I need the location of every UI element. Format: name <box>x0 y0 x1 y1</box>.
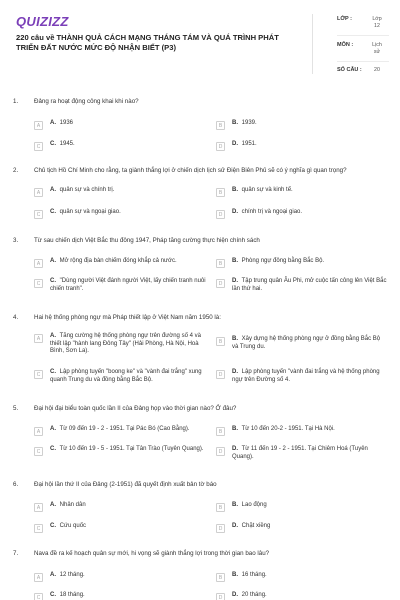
option-letter-box: D <box>216 210 225 219</box>
option-letter-box: A <box>34 427 43 436</box>
class-label: LỚP : <box>337 16 352 22</box>
option-letter-box: B <box>216 188 225 197</box>
option-key: A. <box>50 502 56 508</box>
option-text: "Dùng người Việt đánh người Việt, lấy chiến tranh nuôi chiến tranh". <box>50 278 206 292</box>
option-key: D. <box>232 209 238 215</box>
question-text: Đại hội lần thứ II của Đảng (2-1951) đã quyết định xuất bản tờ báo <box>34 481 217 488</box>
option-d[interactable] <box>216 141 376 151</box>
option-text: 16 tháng. <box>241 572 267 578</box>
option-key: C. <box>50 446 56 452</box>
option-letter-box: A <box>34 121 43 130</box>
option-a[interactable] <box>34 120 194 130</box>
meta-divider <box>337 35 389 36</box>
quizizz-logo: QUIZIZZ <box>16 14 69 29</box>
option-d[interactable] <box>216 446 388 461</box>
option-a[interactable] <box>34 258 204 268</box>
option-key: C. <box>50 523 56 529</box>
question-number: 5. <box>13 405 19 412</box>
option-letter-box: C <box>34 370 43 379</box>
option-text: quân sự và kinh tế. <box>241 187 293 193</box>
question-number: 6. <box>13 481 19 488</box>
question-number: 3. <box>13 237 19 244</box>
option-c[interactable] <box>34 141 194 151</box>
option-key: D. <box>232 278 238 284</box>
question-text: Nava đề ra kế hoạch quân sự mới, hi vọng sẽ giành thắng lợi trong thời gian bao lâu? <box>34 550 270 557</box>
question-count-value: 20 <box>374 67 380 73</box>
option-letter-box: C <box>34 279 43 288</box>
option-text: Lập phòng tuyến "boong ke" và "vành đai trắng" xung quanh Trung du và đồng bằng Bắc Bộ. <box>50 369 202 383</box>
option-key: D. <box>232 446 238 452</box>
option-key: C. <box>50 209 56 215</box>
option-key: B. <box>232 336 238 342</box>
option-c[interactable] <box>34 523 194 533</box>
option-a[interactable] <box>34 426 209 436</box>
question-number: 1. <box>13 98 19 105</box>
option-text: quân sự và chính trị. <box>59 187 115 193</box>
option-key: B. <box>232 120 238 126</box>
option-text: Cứu quốc <box>59 523 87 529</box>
option-letter-box: C <box>34 593 43 600</box>
option-text: 1951. <box>241 141 257 147</box>
question-text: Từ sau chiến dịch Việt Bắc thu đông 1947, Pháp tăng cường thực hiện chính sách <box>34 237 260 244</box>
option-text: Từ 10 đến 20-2 - 1951. Tại Hà Nội. <box>241 426 335 432</box>
option-letter-box: D <box>216 447 225 456</box>
question-count-label: SỐ CÂU : <box>337 67 362 73</box>
option-letter-box: B <box>216 121 225 130</box>
option-text: 18 tháng. <box>59 592 85 598</box>
option-a[interactable] <box>34 333 206 356</box>
option-text: 1945. <box>59 141 75 147</box>
option-key: A. <box>50 187 56 193</box>
question-text: Đảng ra hoạt động công khai khi nào? <box>34 98 139 105</box>
option-a[interactable] <box>34 187 194 197</box>
option-b[interactable] <box>216 187 376 197</box>
option-b[interactable] <box>216 258 386 268</box>
worksheet-title: 220 câu về THÀNH QUẢ CÁCH MẠNG THÁNG TÁM VÀ QUÁ TRÌNH PHÁT TRIỂN ĐẤT NƯỚC MỨC ĐỘ NHẬN BIẾT (P3) <box>16 33 279 52</box>
option-b[interactable] <box>216 336 388 351</box>
subject-label: MÔN : <box>337 42 354 48</box>
option-text: Tập trung quân Âu Phi, mở cuộc tấn công lên Việt Bắc lần thứ hai. <box>232 278 387 292</box>
option-text: Lập phòng tuyến "vành đai trắng và hệ thống phòng ngự trên Đường số 4. <box>232 369 380 383</box>
option-d[interactable] <box>216 209 376 219</box>
option-letter-box: D <box>216 593 225 600</box>
option-letter-box: C <box>34 447 43 456</box>
option-text: Lao động <box>241 502 267 508</box>
option-text: Phòng ngự đông bằng Bắc Bộ. <box>241 258 325 264</box>
option-letter-box: C <box>34 142 43 151</box>
option-letter-box: B <box>216 427 225 436</box>
option-a[interactable] <box>34 502 194 512</box>
option-key: D. <box>232 592 238 598</box>
option-text: Từ 09 đến 19 - 2 - 1951. Tại Pác Bó (Cao Bằng). <box>59 426 190 432</box>
option-text: Mở rộng địa bàn chiếm đóng khắp cả nước. <box>59 258 177 264</box>
option-b[interactable] <box>216 572 376 582</box>
option-key: A. <box>50 333 56 339</box>
option-c[interactable] <box>34 209 194 219</box>
option-key: B. <box>232 426 238 432</box>
option-letter-box: C <box>34 210 43 219</box>
option-a[interactable] <box>34 572 194 582</box>
option-d[interactable] <box>216 278 388 293</box>
option-key: B. <box>232 258 238 264</box>
option-letter-box: A <box>34 259 43 268</box>
option-key: D. <box>232 369 238 375</box>
option-key: D. <box>232 523 238 529</box>
option-letter-box: D <box>216 279 225 288</box>
option-key: A. <box>50 572 56 578</box>
option-text: 12 tháng. <box>59 572 85 578</box>
question-number: 2. <box>13 167 19 174</box>
question-number: 4. <box>13 314 19 321</box>
option-b[interactable] <box>216 426 388 436</box>
option-c[interactable] <box>34 369 206 384</box>
subject-value: Lịch sử <box>372 42 382 55</box>
header-divider <box>312 14 313 74</box>
option-text: Nhân dân <box>59 502 86 508</box>
option-text: Xây dựng hệ thống phòng ngự ở đồng bằng Bắc Bộ và Trung du. <box>232 336 381 350</box>
option-letter-box: C <box>34 524 43 533</box>
option-text: Từ 11 đến 19 - 2 - 1951. Tại Chiêm Hoá (Tuyên Quang). <box>232 446 368 460</box>
option-letter-box: B <box>216 337 225 346</box>
option-letter-box: A <box>34 188 43 197</box>
option-letter-box: A <box>34 573 43 582</box>
option-text: 1939. <box>241 120 257 126</box>
option-c[interactable] <box>34 446 206 456</box>
option-letter-box: B <box>216 573 225 582</box>
option-key: C. <box>50 369 56 375</box>
option-key: A. <box>50 258 56 264</box>
option-c[interactable] <box>34 278 206 293</box>
option-key: C. <box>50 592 56 598</box>
option-text: quân sự và ngoại giao. <box>59 209 121 215</box>
option-c[interactable] <box>34 592 194 600</box>
option-key: A. <box>50 120 56 126</box>
option-key: D. <box>232 141 238 147</box>
option-text: Chặt xiềng <box>241 523 271 529</box>
option-letter-box: A <box>34 503 43 512</box>
question-number: 7. <box>13 550 19 557</box>
option-key: C. <box>50 141 56 147</box>
question-text: Hai hệ thống phòng ngự mà Pháp thiết lập ở Việt Nam năm 1950 là: <box>34 314 221 321</box>
option-text: 1936 <box>59 120 74 126</box>
option-key: B. <box>232 187 238 193</box>
option-text: chính trị và ngoại giao. <box>241 209 303 215</box>
worksheet-header <box>0 0 400 88</box>
option-text: Tăng cường hệ thống phòng ngự trên đường số 4 và thiết lập "hành lang Đông Tây" (Hải Phòng, Hà Nội, Hoà Bình, Sơn La). <box>50 333 201 355</box>
option-letter-box: D <box>216 142 225 151</box>
meta-divider <box>337 61 389 62</box>
class-value: Lớp 12 <box>372 16 382 29</box>
option-text: Từ 10 đến 19 - 5 - 1951. Tại Tân Trào (Tuyên Quang). <box>59 446 204 452</box>
option-b[interactable] <box>216 502 376 512</box>
option-d[interactable] <box>216 523 376 533</box>
option-letter-box: D <box>216 524 225 533</box>
option-letter-box: B <box>216 259 225 268</box>
option-letter-box: D <box>216 370 225 379</box>
option-key: C. <box>50 278 56 284</box>
option-d[interactable] <box>216 369 388 384</box>
option-key: B. <box>232 502 238 508</box>
option-letter-box: B <box>216 503 225 512</box>
option-letter-box: A <box>34 334 43 343</box>
option-b[interactable] <box>216 120 376 130</box>
question-text: Đại hội đại biểu toàn quốc lần II của Đảng họp vào thời gian nào? Ở đâu? <box>34 405 237 412</box>
option-d[interactable] <box>216 592 376 600</box>
option-text: 20 tháng. <box>241 592 267 598</box>
option-key: B. <box>232 572 238 578</box>
option-key: A. <box>50 426 56 432</box>
question-text: Chủ tịch Hồ Chí Minh cho rằng, ta giành thắng lợi ở chiến dịch lịch sử Điện Biên Phủ sẽ có ý nghĩa gì quan trọng? <box>34 167 347 174</box>
